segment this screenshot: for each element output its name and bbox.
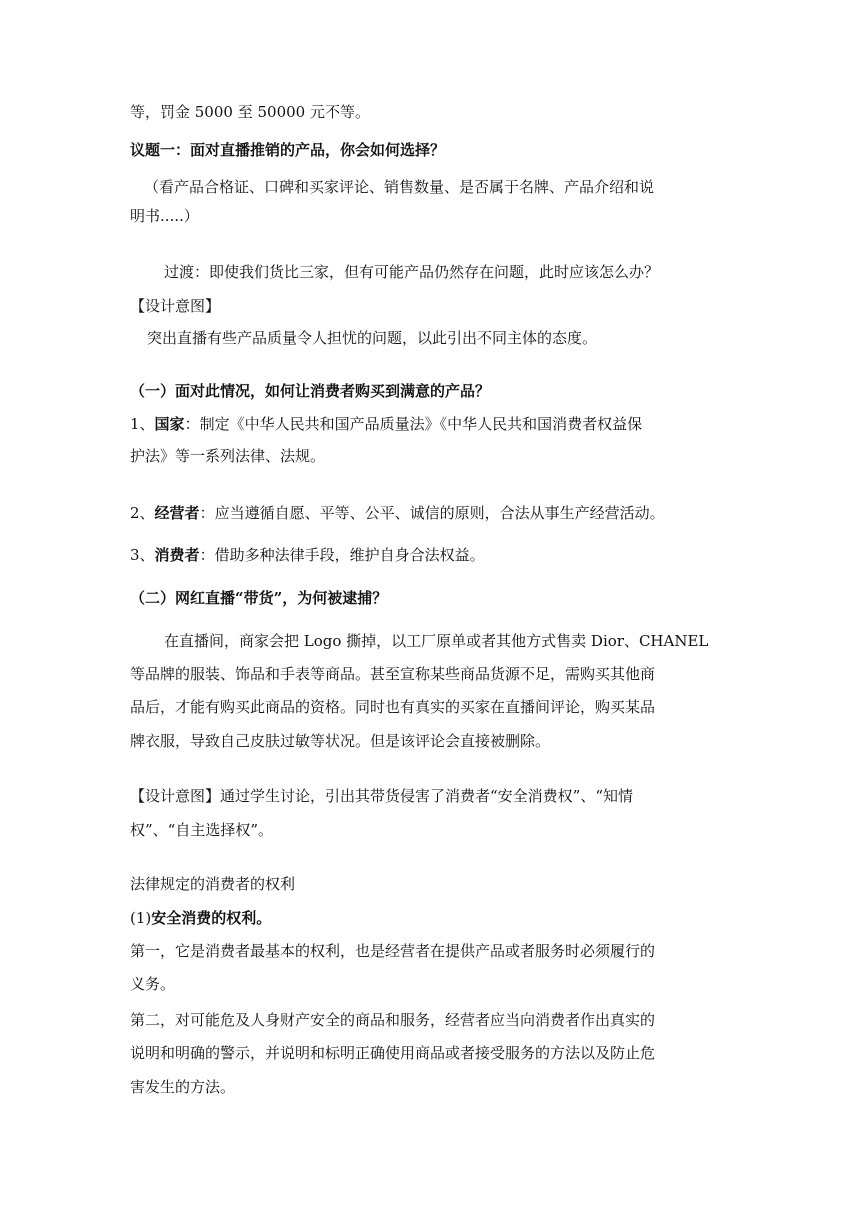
list-item [130, 908, 271, 928]
text-line: 在直播间，商家会把 Logo 撕掉，以工厂原单或者其他方式售卖 Dior、CHANEL [164, 632, 709, 650]
text-line: 说明和明确的警示，并说明和标明正确使用商品或者接受服务的方法以及防止危 [130, 1044, 656, 1062]
list-number: 3、 [130, 546, 155, 564]
text-line: 明书.....） [130, 207, 199, 225]
subheading: 法律规定的消费者的权利 [130, 875, 296, 893]
list-item [130, 414, 642, 434]
list-label: 经营者 [154, 504, 200, 522]
text-line: 义务。 [130, 975, 176, 993]
text-line: （看产品合格证、口碑和买家评论、销售数量、是否属于名牌、产品介绍和说 [144, 178, 655, 196]
topic-heading: 议题一：面对直播推销的产品，你会如何选择？ [130, 141, 446, 159]
list-number: 2、 [130, 504, 155, 522]
list-number: 1、 [130, 415, 155, 433]
list-text: ：借助多种法律手段，维护自身合法权益。 [199, 546, 485, 564]
list-item [130, 545, 485, 565]
text-line: 权”、“自主选择权”。 [130, 821, 274, 839]
text-line: 过渡：即使我们货比三家，但有可能产品仍然存在问题，此时应该怎么办？ [164, 263, 660, 281]
text-line: 护法》等一系列法律、法规。 [130, 447, 326, 465]
text-line: 第二，对可能危及人身财产安全的商品和服务，经营者应当向消费者作出真实的 [130, 1011, 656, 1029]
text-line: 等，罚金 5000 至 50000 元不等。 [130, 103, 370, 121]
list-item [130, 503, 665, 523]
text-line: 等品牌的服装、饰品和手表等商品。甚至宣称某些商品货源不足，需购买其他商 [130, 665, 656, 683]
design-intent-title: 【设计意图】 [130, 297, 221, 315]
text-line: 第一，它是消费者最基本的权利，也是经营者在提供产品或者服务时必须履行的 [130, 942, 656, 960]
text-line: 牌衣服，导致自己皮肤过敏等状况。但是该评论会直接被删除。 [130, 732, 551, 750]
list-label: 国家 [154, 415, 185, 433]
text-line: 【设计意图】通过学生讨论，引出其带货侵害了消费者“安全消费权”、“知情 [130, 787, 634, 805]
list-number: (1) [130, 909, 152, 927]
text-line: 品后，才能有购买此商品的资格。同时也有真实的买家在直播间评论，购买某品 [130, 698, 656, 716]
list-label: 安全消费的权利。 [151, 909, 272, 927]
section-heading: （一）面对此情况，如何让消费者购买到满意的产品？ [130, 382, 491, 400]
list-text: ：制定《中华人民共和国产品质量法》《中华人民共和国消费者权益保 [184, 415, 643, 433]
list-text: ：应当遵循自愿、平等、公平、诚信的原则，合法从事生产经营活动。 [199, 504, 665, 522]
text-line: 害发生的方法。 [130, 1078, 236, 1096]
list-label: 消费者 [154, 546, 200, 564]
section-heading: （二）网红直播“带货”，为何被逮捕？ [130, 589, 388, 607]
text-line: 突出直播有些产品质量令人担忧的问题，以此引出不同主体的态度。 [147, 329, 598, 347]
